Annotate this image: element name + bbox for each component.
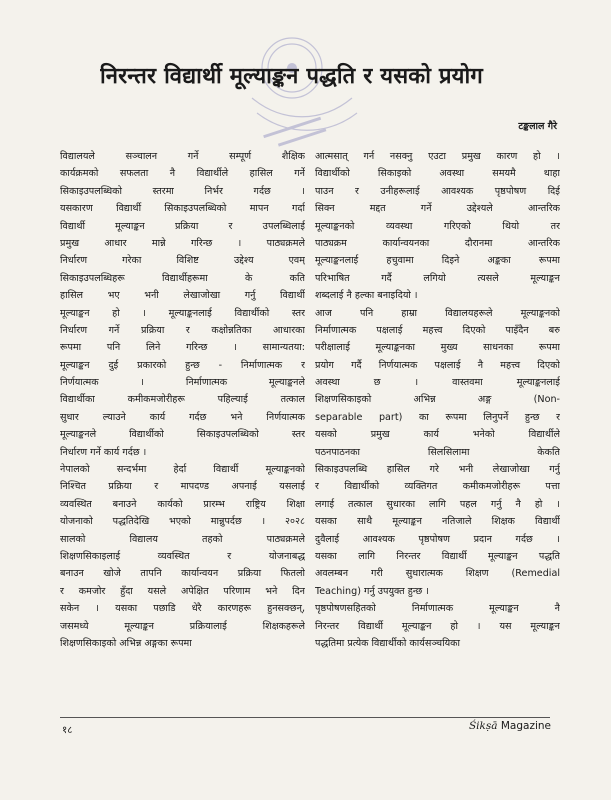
text-line: लगाई तत्काल सुधारका लागि पहल गर्नु नै हो ।	[315, 498, 560, 510]
text-line: पद्धतिमा प्रत्येक विद्यार्थीको कार्यसञ्चयिका	[315, 637, 460, 649]
text-line: पाठ्यक्रम कार्यान्वयनका दौरानमा आन्तरिक	[315, 237, 560, 249]
text-line: निर्धारण गर्ने प्रक्रिया र कक्षोन्नतिका आधारका	[60, 324, 305, 336]
text-line: नेपालको सन्दर्भमा हेर्दा विद्यार्थी मूल्याङ्कनको	[60, 464, 305, 476]
text-line: मूल्याङ्कनले विद्यार्थीको सिकाइउपलब्धिको स्तर	[60, 429, 305, 441]
text-line: मूल्याङ्कन दुई प्रकारको हुन्छ - निर्माणात्मक र	[60, 359, 305, 371]
text-line: मूल्याङ्कनको व्यवस्था गरिएको थियो तर	[315, 220, 560, 232]
text-line: निश्चित प्रक्रिया र मापदण्ड अपनाई यसलाई	[60, 481, 305, 493]
text-line: हासिल भए भनी लेखाजोखा गर्नु विद्यार्थी	[60, 290, 305, 302]
text-line: बनाउन खोजे तापनि कार्यान्वयन प्रक्रिया फितलो	[60, 568, 305, 580]
text-line: आत्मसात् गर्न नसक्नु एउटा प्रमुख कारण हो ।	[315, 151, 560, 162]
text-line: परीक्षालाई मूल्याङ्कनका मुख्य साधनका रूपमा	[315, 342, 560, 354]
magazine-brand: Śikṣā	[468, 720, 498, 732]
text-line: जसमध्ये मूल्याङ्कन प्रक्रियालाई शिक्षकहरूले	[60, 620, 305, 632]
text-line: यसका लागि निरन्तर विद्यार्थी मूल्याङ्कन पद्धति	[315, 550, 560, 562]
magazine-word: Magazine	[500, 720, 551, 732]
footer-divider	[60, 717, 550, 718]
text-line: परिभाषित गर्दै लगियो त्यसले मूल्याङ्कन	[315, 272, 560, 284]
text-line: यसकारण विद्यार्थी सिकाइउपलब्धिको मापन गर्दा	[60, 203, 305, 215]
text-line: अवलम्बन गरी सुधारात्मक शिक्षण (Remedial	[315, 568, 560, 580]
paragraph	[60, 148, 305, 461]
text-line: पठनपाठनका सिलसिलामा केकति	[315, 446, 560, 458]
text-line: separable part) का रूपमा लिनुपर्ने हुन्छ र	[315, 411, 560, 423]
text-line: अवस्था छ । वास्तवमा मूल्याङ्कनलाई	[315, 377, 560, 389]
text-line: र विद्यार्थीको व्यक्तिगत कमीकमजोरीहरू पत्ता	[315, 481, 560, 493]
text-line: मूल्याङ्कन हो । मूल्याङ्कनलाई विद्यार्थीको स्तर	[60, 307, 305, 319]
text-line: निर्माणात्मक पक्षलाई महत्त्व दिएको पाइँदैन बरु	[315, 324, 560, 336]
text-line: मूल्याङ्कनलाई हचुवामा दिइने अङ्कका रूपमा	[315, 255, 560, 267]
text-line: दुवैलाई आवश्यक पृष्ठपोषण प्रदान गर्दछ ।	[315, 533, 560, 545]
text-line: सुधार ल्याउने कार्य गर्दछ भने निर्णयात्मक	[60, 411, 305, 423]
text-line: सिकाइउपलब्धिको स्तरमा निर्भर गर्दछ ।	[60, 185, 305, 197]
text-line: यसको प्रमुख कार्य भनेको विद्यार्थीले	[315, 429, 560, 441]
text-line: सिक्न मद्दत गर्ने उद्देश्यले आन्तरिक	[315, 203, 560, 215]
text-line: शिक्षणसिकाइलाई व्यवस्थित र योजनाबद्ध	[60, 550, 305, 562]
text-line: विद्यार्थीका कमीकमजोरीहरू पहिल्याई तत्काल	[60, 394, 305, 406]
article-author: टङ्कलाल गैरे	[518, 121, 557, 132]
text-line: विद्यालयले सञ्चालन गर्ने सम्पूर्ण शैक्षिक	[60, 151, 305, 162]
text-line: रूपमा पनि लिने गरिन्छ । सामान्यतया:	[60, 342, 305, 354]
text-line: विद्यार्थी मूल्याङ्कन प्रक्रिया र उपलब्धिलाई	[60, 220, 305, 232]
left-text-column	[60, 148, 305, 708]
paragraph	[60, 461, 305, 652]
text-line: र कमजोर हुँदा यसले अपेक्षित परिणाम भने दिन	[60, 585, 305, 597]
text-line: निर्धारण गर्ने कार्य गर्दछ ।	[60, 446, 147, 458]
text-line: पृष्ठपोषणसहितको निर्माणात्मक मूल्याङ्कन नै	[315, 603, 560, 615]
text-line: शिक्षणसिकाइको अभिन्न अङ्ग (Non-	[315, 394, 560, 406]
text-line: यसका साथै मूल्याङ्कन नतिजाले शिक्षक विद्यार्थी	[315, 516, 560, 528]
text-line: सालको विद्यालय तहको पाठ्यक्रमले	[60, 533, 305, 545]
text-line: व्यवस्थित बनाउने कार्यको प्रारम्भ राष्ट्रिय शिक्षा	[60, 498, 305, 510]
paragraph	[315, 305, 560, 601]
text-line: योजनाको पद्धतिदेखि भएको मान्नुपर्दछ । २०२८	[60, 516, 305, 528]
text-line: कार्यक्रमको सफलता नै विद्यार्थीले हासिल गर्ने	[60, 168, 305, 180]
text-line: सकेन । यसका पछाडि धेरै कारणहरू हुनसक्छन्,	[60, 603, 305, 615]
paragraph	[315, 148, 560, 305]
text-line: Teaching) गर्नु उपयुक्त हुन्छ ।	[315, 585, 429, 597]
text-line: पाउन र उनीहरूलाई आवश्यक पृष्ठपोषण दिई	[315, 185, 560, 197]
text-line: आज पनि हाम्रा विद्यालयहरूले मूल्याङ्कनको	[315, 307, 560, 319]
text-line: शिक्षणसिकाइको अभिन्न अङ्गका रूपमा	[60, 637, 192, 649]
right-text-column	[315, 148, 560, 708]
text-line: सिकाइउपलब्धि हासिल गरे भनी लेखाजोखा गर्नु	[315, 464, 560, 476]
text-line: शब्दलाई नै हल्का बनाइदियो ।	[315, 290, 418, 302]
text-line: प्रयोग गर्दै निर्णयात्मक पक्षलाई नै महत्त्व दिएको	[315, 359, 560, 371]
text-line: निर्धारण गरेका विशिष्ट उद्देश्य एवम्	[60, 255, 305, 267]
text-line: निर्णयात्मक । निर्माणात्मक मूल्याङ्कनले	[60, 377, 305, 389]
article-title: निरन्तर विद्यार्थी मूल्याङ्कन पद्धति र यसको प्रयोग	[100, 64, 483, 89]
magazine-name	[469, 720, 551, 732]
paragraph	[315, 600, 560, 652]
page-number: १८	[62, 725, 73, 736]
text-line: प्रमुख आधार मान्ने गरिन्छ । पाठ्यक्रमले	[60, 237, 305, 249]
text-line: निरन्तर विद्यार्थी मूल्याङ्कन हो । यस मूल्याङ्कन	[315, 620, 560, 632]
text-line: विद्यार्थीको सिकाइको अवस्था समयमै थाहा	[315, 168, 560, 180]
text-line: सिकाइउपलब्धिहरू विद्यार्थीहरूमा के कति	[60, 272, 305, 284]
